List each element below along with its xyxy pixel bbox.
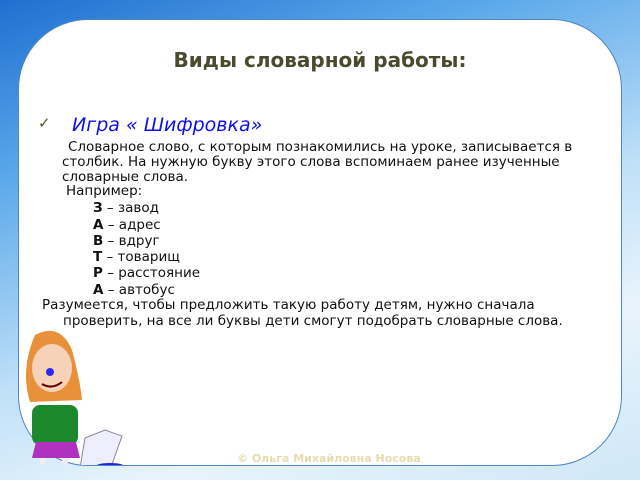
girl-illustration (10, 330, 130, 465)
game-heading: Игра « Шифровка» (72, 114, 263, 136)
example-item: З – завод (93, 200, 159, 216)
paragraph-line: столбик. На нужную букву этого слова вспоминаем ранее изученные (62, 154, 560, 170)
paragraph-line: словарные слова. (62, 169, 189, 185)
example-item: А – адрес (93, 217, 161, 233)
checkmark-bullet-icon: ✓ (38, 114, 51, 132)
example-item: Р – расстояние (93, 265, 201, 281)
copyright-watermark: © Ольга Михайловна Носова (237, 452, 421, 465)
example-item: Т – товарищ (93, 249, 180, 265)
example-item: В – вдруг (93, 233, 160, 249)
example-item: А – автобус (93, 282, 175, 298)
slide-title: Виды словарной работы: (173, 48, 467, 72)
paragraph-line: Словарное слово, с которым познакомились на уроке, записывается в (68, 139, 573, 155)
paragraph-line: Разумеется, чтобы предложить такую работу детям, нужно сначала (42, 297, 535, 313)
paragraph-line: проверить, на все ли буквы дети смогут подобрать словарные слова. (63, 313, 563, 329)
example-label: Например: (66, 183, 143, 199)
